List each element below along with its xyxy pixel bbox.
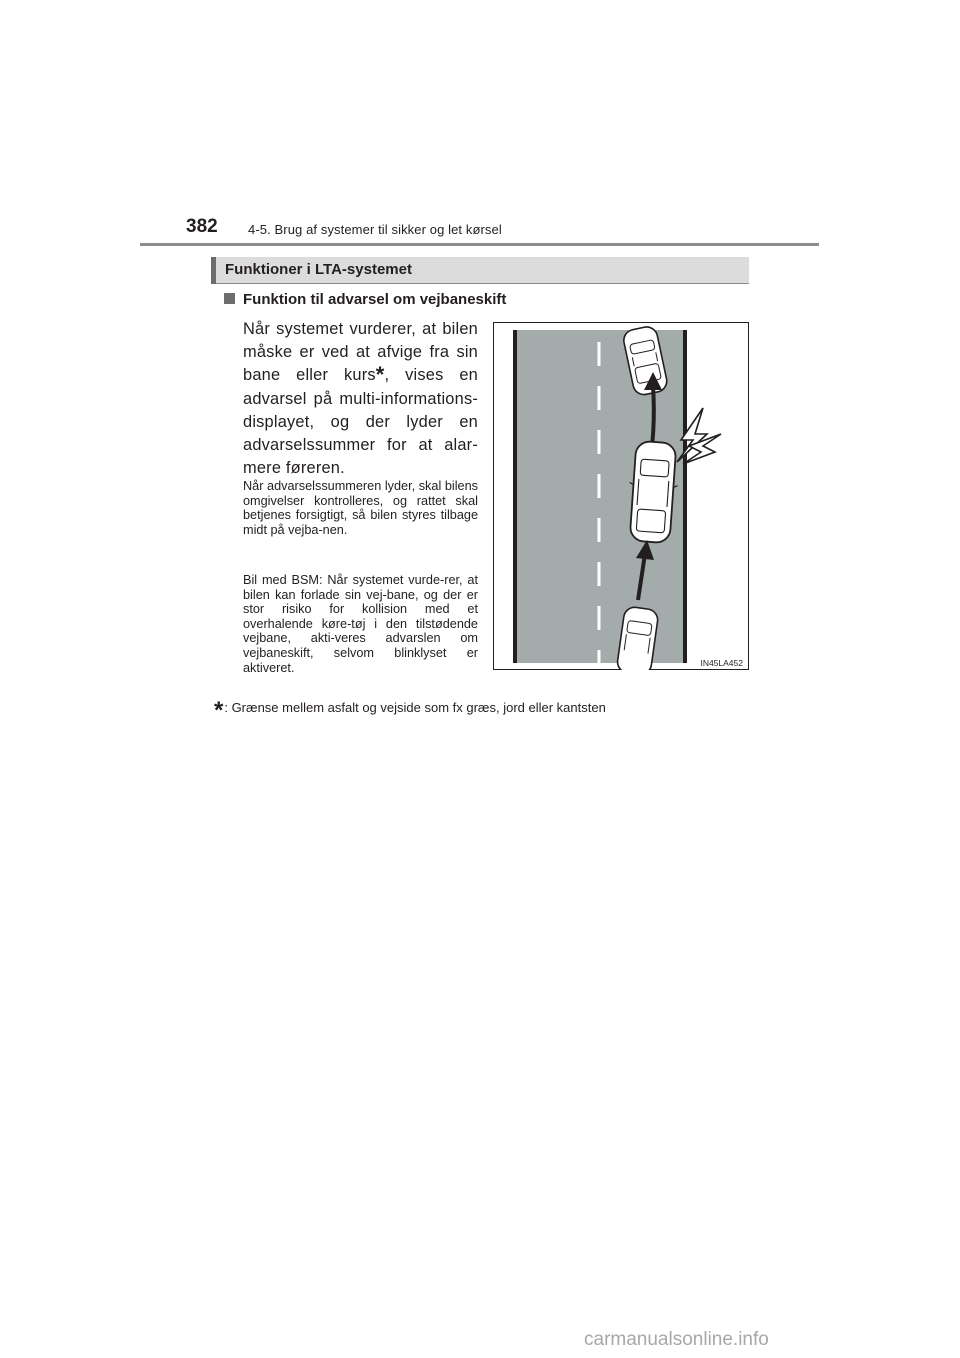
page-number: 382	[186, 216, 218, 237]
lane-departure-illustration	[493, 322, 749, 670]
illustration-code: IN45LA452	[700, 658, 743, 668]
footnote-marker: *	[375, 362, 385, 388]
body-paragraph	[243, 318, 478, 480]
note-paragraph-1: Når advarselssummeren lyder, skal bilens omgivelser kontrolleres, og rattet skal betjenes forsigtigt, så bilen styres tilbage midt på vejba-nen.	[243, 479, 478, 537]
body-text-start: Når systemet vurderer, at bilen måske er ved at afvige fra sin bane eller kurs	[243, 320, 478, 385]
section-title: Funktioner i LTA-systemet	[225, 261, 412, 278]
header-divider	[140, 243, 819, 246]
section-heading-box	[211, 257, 749, 284]
subsection-title: Funktion til advarsel om vejbaneskift	[243, 291, 507, 308]
footnote-text: : Grænse mellem asfalt og vejside som fx græs, jord eller kantsten	[224, 700, 606, 715]
subsection-heading	[224, 291, 506, 309]
footnote	[214, 697, 606, 724]
running-header: 4-5. Brug af systemer til sikker og let kørsel	[248, 222, 502, 237]
section-heading-bar	[211, 257, 216, 284]
footnote-star: *	[214, 697, 224, 724]
watermark: carmanualsonline.info	[584, 1329, 769, 1350]
body-text-end: , vises en advarsel på multi-informations-displayet, og der lyder en advarselssummer for at alar-mere føreren.	[243, 366, 478, 478]
note-paragraph-2: Bil med BSM: Når systemet vurde-rer, at bilen kan forlade sin vej-bane, og der er stor risiko for kollision med et overhalende køre-tøj i den tilstødende vejbane, akti-veres advarslen om vejbaneskift, selvom blinklyset er aktiveret.	[243, 573, 478, 675]
square-bullet-icon	[224, 293, 235, 304]
